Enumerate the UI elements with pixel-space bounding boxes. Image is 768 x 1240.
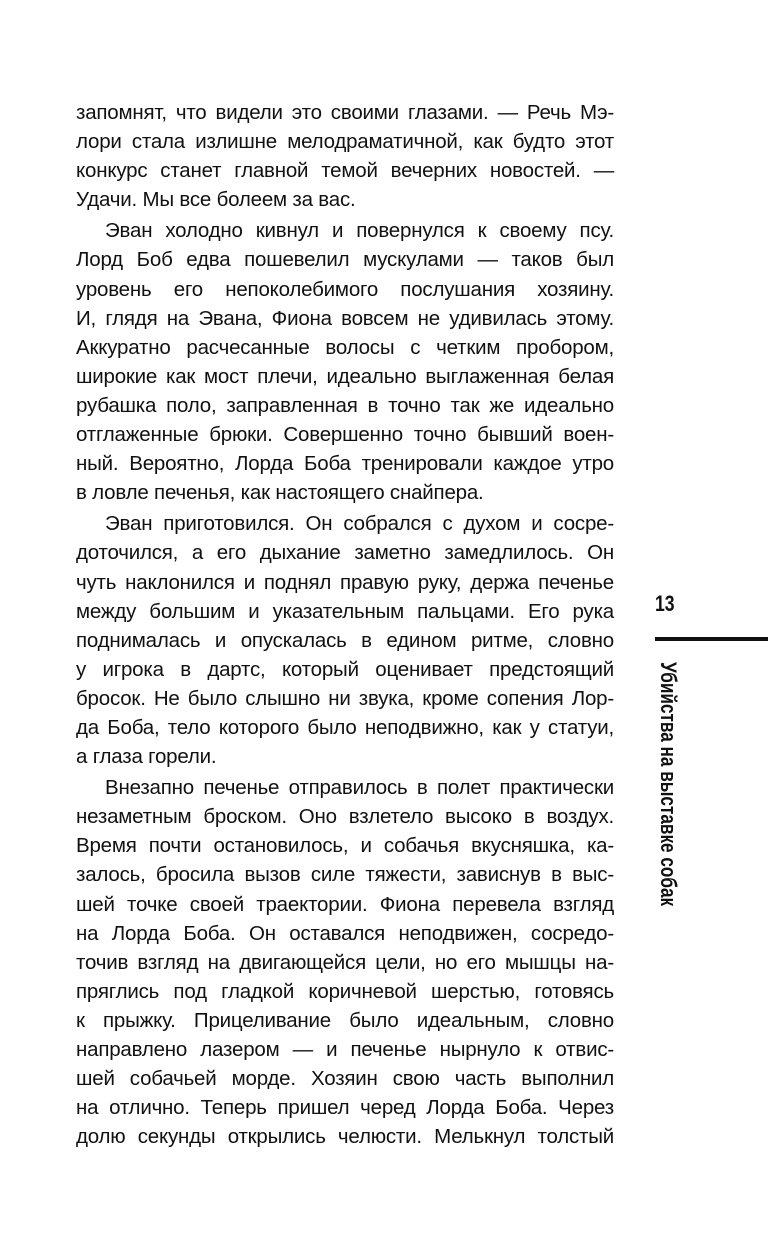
text-line: бросок. Не было слышно ни звука, кроме сопения Лор- [76, 686, 614, 710]
text-line: точив взгляд на двигающейся цели, но его мышцы на- [76, 950, 614, 974]
text-line: Эван приготовился. Он собрался с духом и сосре- [105, 512, 614, 536]
text-line: рубашка поло, заправленная в точно так же идеально [76, 393, 614, 417]
text-line: шей точке своей траектории. Фиона перевела взгляд [76, 892, 614, 916]
text-line: Аккуратно расчесанные волосы с четким пробором, [76, 335, 614, 359]
text-line: широкие как мост плечи, идеально выглаженная белая [76, 364, 614, 388]
margin-rule [655, 637, 768, 641]
text-line: на отлично. Теперь пришел черед Лорда Боба. Через [76, 1096, 614, 1120]
text-line: долю секунды открылись челюсти. Мелькнул толстый [76, 1125, 614, 1149]
text-line: залось, бросила вызов силе тяжести, зависнув в выс- [76, 863, 614, 887]
text-line: Внезапно печенье отправилось в полет практически [105, 776, 614, 800]
running-title [653, 662, 683, 922]
text-line: запомнят, что видели это своими глазами. — Речь Мэ- [76, 101, 614, 124]
text-line: И, глядя на Эвана, Фиона вовсем не удивилась этому. [76, 306, 614, 330]
text-line: к прыжку. Прицеливание было идеальным, словно [76, 1008, 614, 1032]
text-line: уровень его непоколебимого послушания хозяину. [76, 277, 614, 301]
text-line: шей собачьей морде. Хозяин свою часть выполнил [76, 1067, 614, 1091]
text-line: Время почти остановилось, и собачья вкусняшка, ка- [76, 834, 614, 858]
text-line: Лорд Боб едва пошевелил мускулами — таков был [76, 248, 614, 272]
text-line: у игрока в дартс, который оценивает предстоящий [76, 657, 614, 681]
body-text [76, 98, 614, 1151]
text-line: на Лорда Боба. Он оставался неподвижен, сосредо- [76, 921, 614, 945]
text-line: доточился, а его дыхание заметно замедлилось. Он [76, 541, 614, 565]
text-line: чуть наклонился и поднял правую руку, держа печенье [76, 570, 614, 594]
text-line: лори стала излишне мелодраматичной, как будто этот [76, 130, 614, 154]
text-line: отглаженные брюки. Совершенно точно бывший воен- [76, 423, 614, 447]
running-title-text: Убийства на выставке собак [656, 662, 681, 907]
text-line: в ловле печенья, как настоящего снайпера. [76, 481, 484, 505]
text-line: ный. Вероятно, Лорда Боба тренировали каждое утро [76, 452, 614, 476]
text-line: Удачи. Мы все болеем за вас. [76, 188, 356, 212]
text-line: конкурс станет главной темой вечерних новостей. — [76, 159, 614, 183]
page-number: 13 [655, 591, 675, 616]
text-line: поднималась и опускалась в едином ритме, словно [76, 628, 614, 652]
text-line: направлено лазером — и печенье нырнуло к отвис- [76, 1038, 614, 1061]
text-line: а глаза горели. [76, 745, 217, 769]
text-line: Эван холодно кивнул и повернулся к своему псу. [105, 219, 614, 243]
text-line: пряглись под гладкой коричневой шерстью, готовясь [76, 979, 614, 1003]
text-line: да Боба, тело которого было неподвижно, как у статуи, [76, 715, 614, 739]
text-line: незаметным броском. Оно взлетело высоко в воздух. [76, 805, 614, 829]
text-line: между большим и указательным пальцами. Его рука [76, 599, 614, 623]
